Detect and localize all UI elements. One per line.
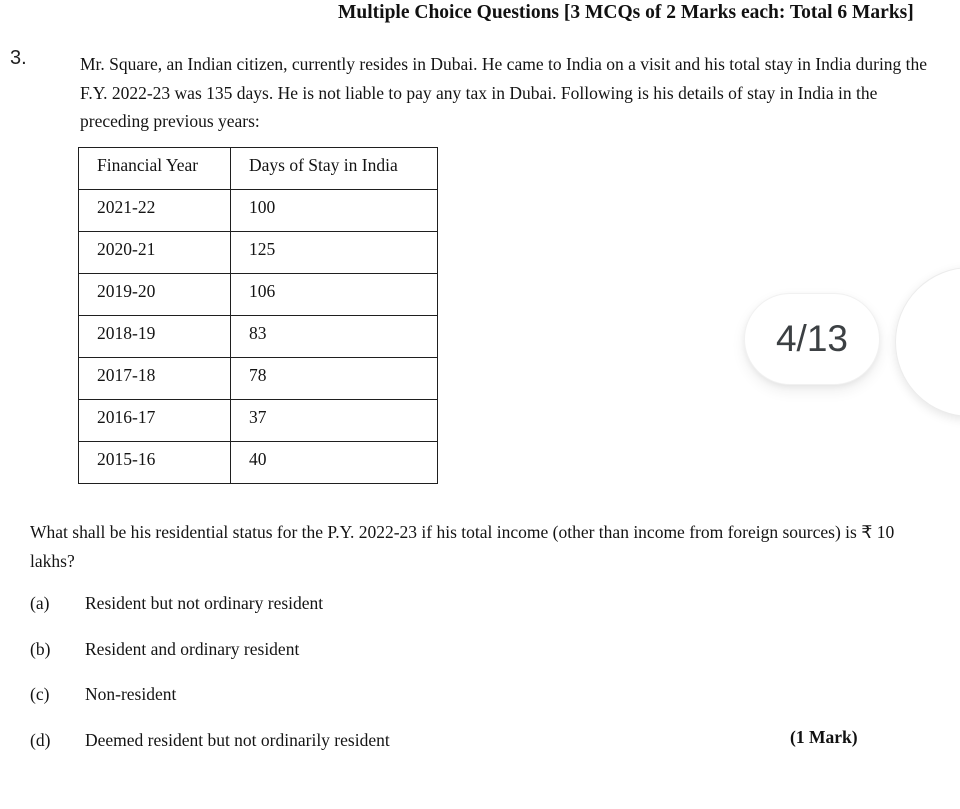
table-header-cell: Days of Stay in India	[231, 148, 438, 190]
option-text: Resident but not ordinary resident	[85, 593, 324, 613]
table-cell: 125	[231, 232, 438, 274]
floating-action-button[interactable]	[895, 267, 960, 417]
page-title: Multiple Choice Questions [3 MCQs of 2 Marks each: Total 6 Marks]	[338, 2, 914, 23]
question-text: What shall be his residential status for the P.Y. 2022-23 if his total income (other than income from foreign sources) is ₹ 10 lakhs?	[30, 522, 895, 571]
option-label: (c)	[30, 684, 50, 704]
table-cell: 40	[231, 442, 438, 484]
table-cell: 37	[231, 400, 438, 442]
option-text: Resident and ordinary resident	[85, 638, 300, 659]
question-number: 3.	[10, 47, 27, 69]
table-row	[79, 442, 438, 484]
page-indicator-badge	[744, 293, 880, 385]
option-a	[30, 593, 390, 614]
option-label: (d)	[30, 729, 51, 750]
table-cell: 2015-16	[79, 442, 231, 484]
option-label: (b)	[30, 638, 51, 659]
option-d	[30, 730, 390, 751]
table-row	[79, 400, 438, 442]
table-row	[79, 358, 438, 400]
option-text: Deemed resident but not ordinarily resident	[85, 729, 390, 750]
table-row	[79, 274, 438, 316]
option-text: Non-resident	[85, 684, 177, 704]
table-cell: 106	[231, 274, 438, 316]
table-cell: 78	[231, 358, 438, 400]
option-label: (a)	[30, 593, 50, 613]
question-intro: Mr. Square, an Indian citizen, currently resides in Dubai. He came to India on a visit and his total stay in India during the F.Y. 2022-23 was 135 days. He is not liable to pay any tax in Dubai. Following is his details of stay in India in the preceding previous years:	[80, 54, 928, 131]
table-cell: 83	[231, 316, 438, 358]
table-cell: 2020-21	[79, 232, 231, 274]
table-row	[79, 232, 438, 274]
table-cell: 2021-22	[79, 190, 231, 232]
table-cell: 2017-18	[79, 358, 231, 400]
options-list	[30, 593, 390, 750]
table-header-row	[79, 148, 438, 190]
page-indicator-text: 4/13	[775, 318, 848, 359]
table-cell: 2016-17	[79, 400, 231, 442]
table-cell: 2018-19	[79, 316, 231, 358]
table-cell: 100	[231, 190, 438, 232]
table-header-cell: Financial Year	[79, 148, 231, 190]
table-cell: 2019-20	[79, 274, 231, 316]
marks-note: (1 Mark)	[790, 727, 858, 747]
table-row	[79, 190, 438, 232]
table-row	[79, 316, 438, 358]
option-b	[30, 639, 390, 660]
option-c	[30, 684, 390, 705]
stay-days-table	[78, 147, 438, 484]
